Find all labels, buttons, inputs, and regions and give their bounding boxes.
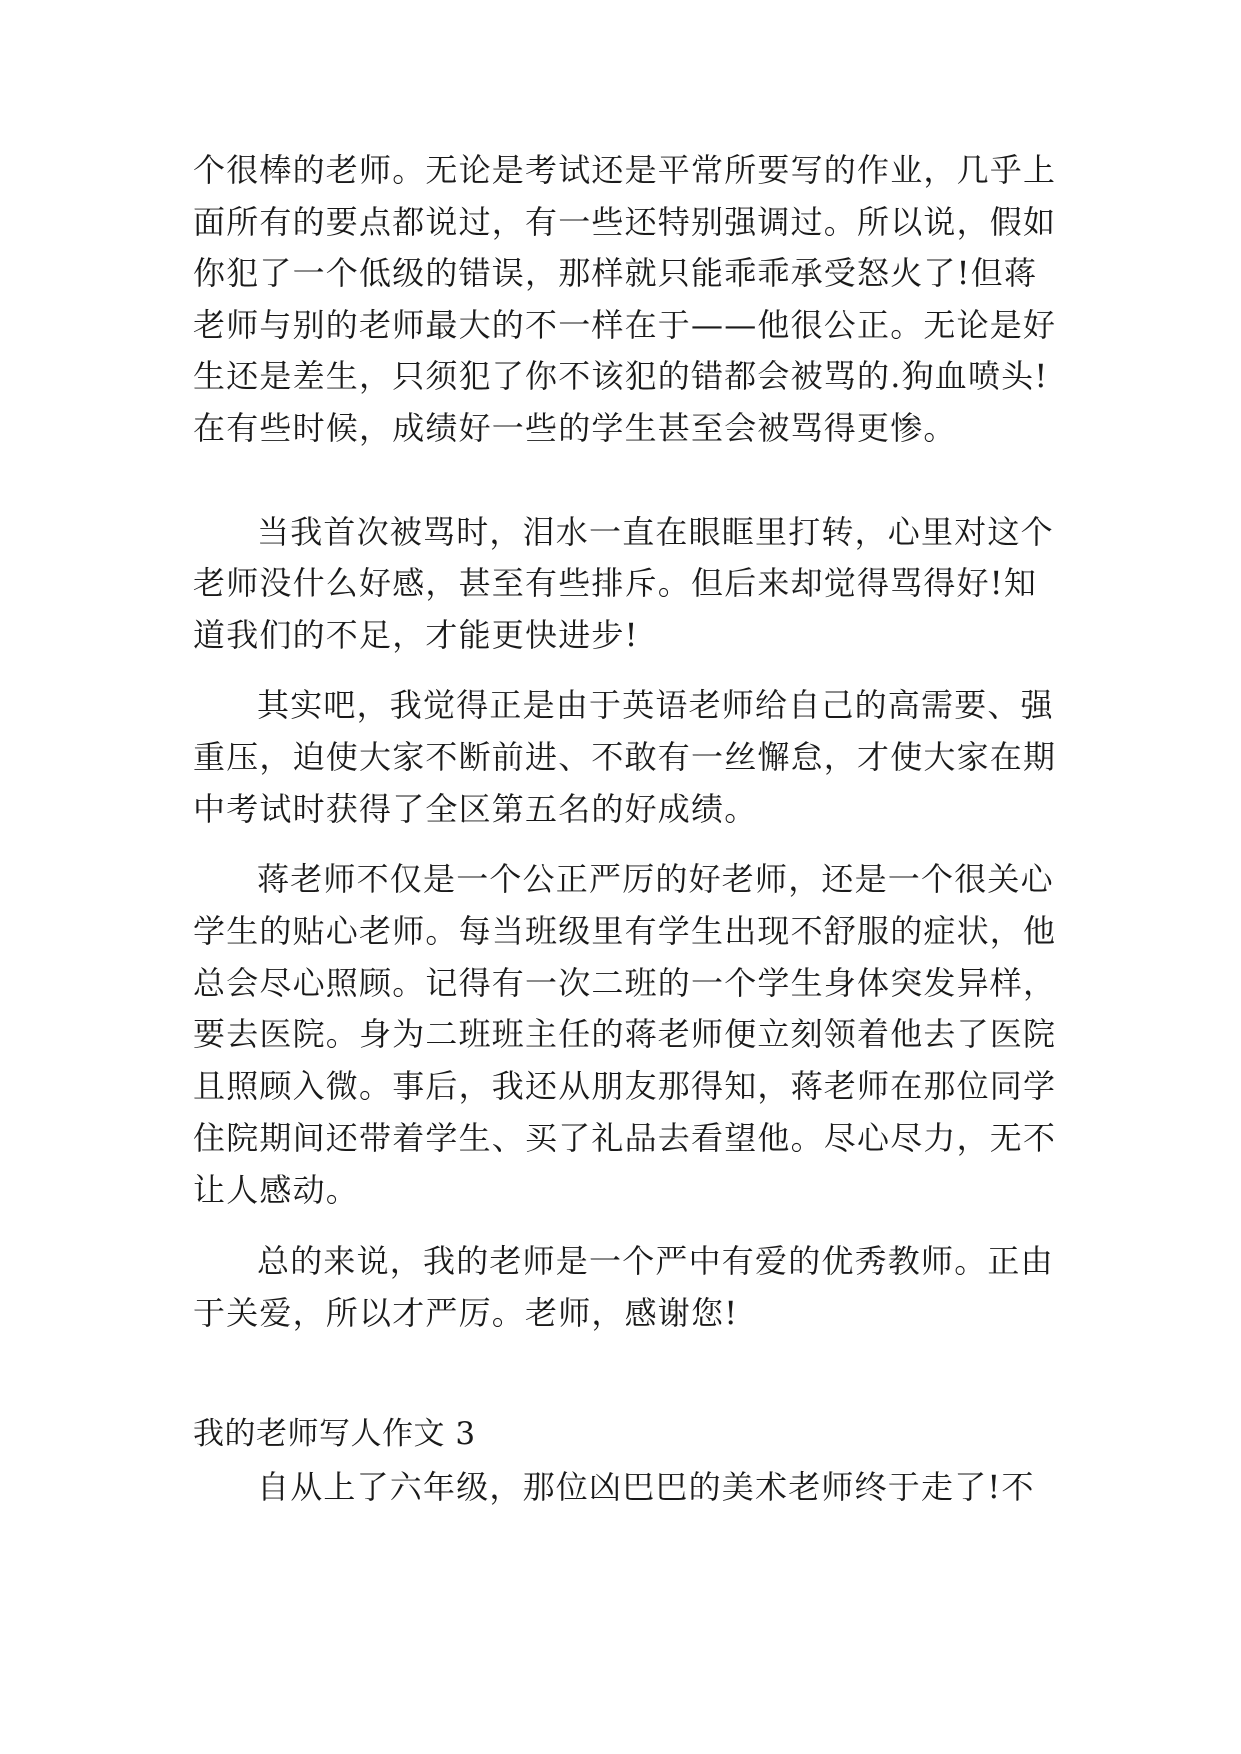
- body-text-line: 总会尽心照顾。记得有一次二班的一个学生身体突发异样，: [193, 964, 1057, 1002]
- body-text-line: 重压，迫使大家不断前进、不敢有一丝懈怠，才使大家在期: [193, 738, 1057, 776]
- body-text-line: 让人感动。: [193, 1171, 360, 1209]
- paragraph-first-line: 自从上了六年级，那位凶巴巴的美术老师终于走了!不: [257, 1468, 1035, 1506]
- body-text-line: 老师与别的老师最大的不一样在于——他很公正。无论是好: [193, 306, 1057, 344]
- paragraph-first-line: 总的来说，我的老师是一个严中有爱的优秀教师。正由: [257, 1242, 1054, 1280]
- body-text-line: 生还是差生，只须犯了你不该犯的错都会被骂的.狗血喷头!: [193, 357, 1049, 395]
- body-text-line: 老师没什么好感，甚至有些排斥。但后来却觉得骂得好!知: [193, 564, 1038, 602]
- body-text-line: 学生的贴心老师。每当班级里有学生出现不舒服的症状，他: [193, 912, 1057, 950]
- paragraph-first-line: 其实吧，我觉得正是由于英语老师给自己的高需要、强: [257, 686, 1054, 724]
- body-text-line: 且照顾入微。事后，我还从朋友那得知，蒋老师在那位同学: [193, 1067, 1057, 1105]
- paragraph-first-line: 蒋老师不仅是一个公正严厉的好老师，还是一个很关心: [257, 860, 1054, 898]
- body-text-line: 道我们的不足，才能更快进步!: [193, 616, 639, 654]
- body-text-line: 住院期间还带着学生、买了礼品去看望他。尽心尽力，无不: [193, 1119, 1057, 1157]
- body-text-line: 中考试时获得了全区第五名的好成绩。: [193, 790, 758, 828]
- body-text-line: 在有些时候，成绩好一些的学生甚至会被骂得更惨。: [193, 409, 957, 447]
- body-text-line: 你犯了一个低级的错误，那样就只能乖乖承受怒火了!但蒋: [193, 254, 1038, 292]
- section-heading: 我的老师写人作文 3: [193, 1416, 476, 1452]
- body-text-line: 面所有的要点都说过，有一些还特别强调过。所以说，假如: [193, 203, 1057, 241]
- body-text-line: 个很棒的老师。无论是考试还是平常所要写的作业，几乎上: [193, 151, 1057, 189]
- paragraph-first-line: 当我首次被骂时，泪水一直在眼眶里打转，心里对这个: [257, 513, 1054, 551]
- body-text-line: 要去医院。身为二班班主任的蒋老师便立刻领着他去了医院: [193, 1015, 1057, 1053]
- body-text-line: 于关爱，所以才严厉。老师，感谢您!: [193, 1294, 739, 1332]
